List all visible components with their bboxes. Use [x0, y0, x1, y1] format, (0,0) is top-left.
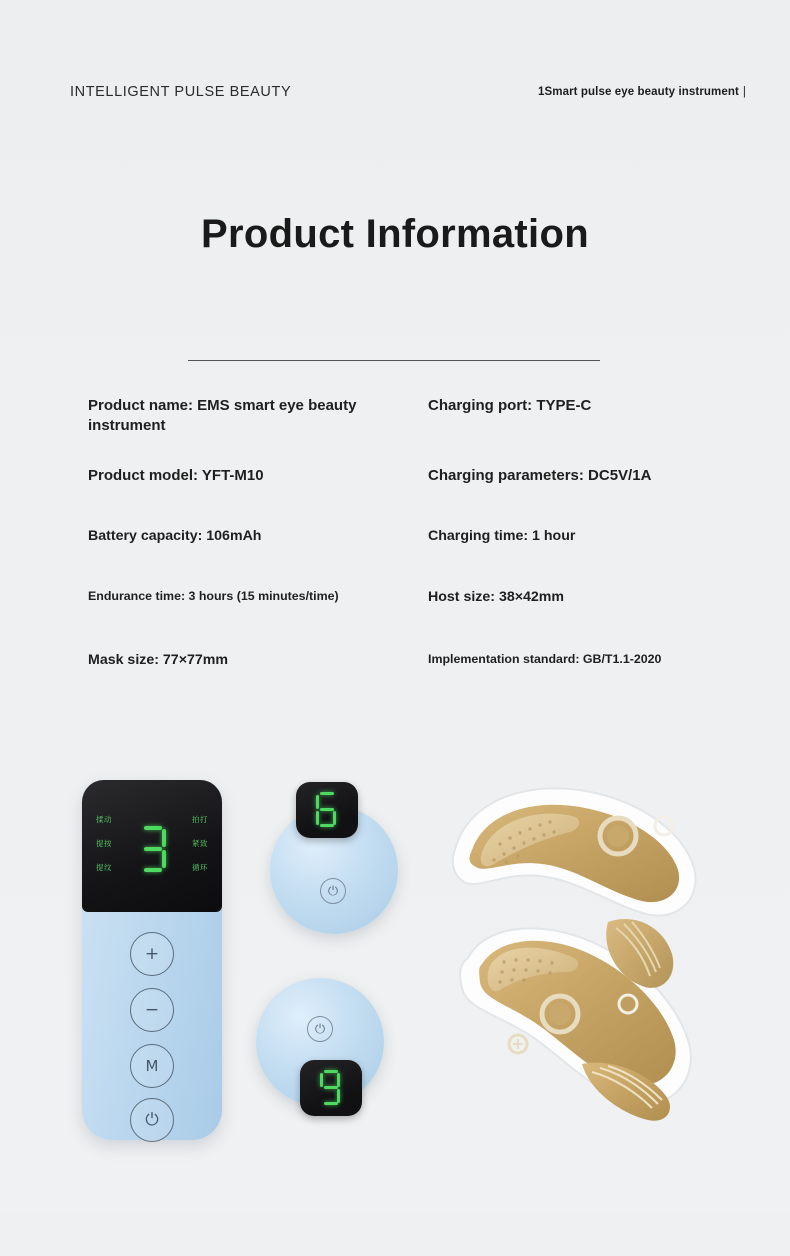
seg-a	[144, 826, 162, 830]
seg-g	[324, 1086, 338, 1089]
seg-a	[324, 1070, 338, 1073]
mask-electrode-core-3	[549, 1003, 571, 1025]
seg-g	[320, 808, 334, 811]
seg-d	[320, 824, 334, 827]
seg-e	[316, 811, 319, 825]
header-brand-title: INTELLIGENT PULSE BEAUTY	[70, 84, 292, 100]
plus-button[interactable]: +	[130, 932, 174, 976]
seg-b	[337, 1073, 340, 1087]
page-title: Product Information	[201, 212, 589, 256]
pad-bottom-digit	[320, 1070, 342, 1106]
display-label-top-right: 拍打	[192, 815, 208, 824]
display-label-bottom-left: 提纹	[96, 863, 112, 872]
spec-product-model: Product model: YFT-M10	[88, 467, 264, 484]
spec-host-size: Host size: 38×42mm	[428, 589, 565, 605]
controller-display	[82, 780, 222, 912]
page-header	[0, 84, 790, 114]
seg-c	[162, 850, 166, 868]
spec-mask-size: Mask size: 77×77mm	[88, 652, 228, 668]
pad-top-display	[296, 782, 358, 838]
seg-f	[316, 795, 319, 809]
spec-charging-time: Charging time: 1 hour	[428, 528, 576, 544]
seg-d	[144, 868, 162, 872]
seg-c	[333, 811, 336, 825]
display-level-digit	[140, 826, 166, 872]
seg-d	[324, 1102, 338, 1105]
pad-top-digit	[316, 792, 338, 828]
pad-bottom-power-icon[interactable]: ⏻	[307, 1016, 333, 1042]
display-label-mid-left: 提按	[96, 839, 112, 848]
header-product-title	[538, 86, 746, 98]
spec-implementation-standard: Implementation standard: GB/T1.1-2020	[428, 652, 662, 666]
eye-mask-image	[432, 772, 722, 1152]
pad-bottom-display	[300, 1060, 362, 1116]
seg-a	[320, 792, 334, 795]
power-button[interactable]: ⏻	[130, 1098, 174, 1142]
display-label-mid-right: 紧致	[192, 839, 208, 848]
spec-charging-parameters: Charging parameters: DC5V/1A	[428, 467, 652, 484]
spec-charging-port: Charging port: TYPE-C	[428, 397, 592, 414]
display-label-top-left: 揉动	[96, 815, 112, 824]
handheld-controller-image	[82, 780, 222, 1140]
spec-product-name: Product name: EMS smart eye beauty instrument	[88, 397, 357, 435]
seg-f	[320, 1073, 323, 1087]
header-divider-bar: |	[742, 86, 746, 98]
minus-button[interactable]: −	[130, 988, 174, 1032]
pad-top-power-icon[interactable]: ⏻	[320, 878, 346, 904]
spec-list	[0, 396, 790, 696]
seg-b	[162, 829, 166, 847]
mode-button[interactable]: M	[130, 1044, 174, 1088]
title-divider	[188, 360, 600, 361]
spec-battery-capacity: Battery capacity: 106mAh	[88, 528, 262, 544]
header-product-title-text: 1Smart pulse eye beauty instrument	[538, 86, 739, 98]
product-image-gallery	[0, 760, 790, 1180]
mask-connector-plus	[513, 1039, 523, 1049]
spec-endurance-time: Endurance time: 3 hours (15 minutes/time)	[88, 589, 339, 603]
footer-strip	[0, 1212, 790, 1256]
eye-mask-svg	[432, 772, 722, 1152]
seg-c	[337, 1089, 340, 1103]
display-label-bottom-right: 循环	[192, 863, 208, 872]
seg-g	[144, 847, 162, 851]
mask-electrode-core-1	[607, 825, 629, 847]
